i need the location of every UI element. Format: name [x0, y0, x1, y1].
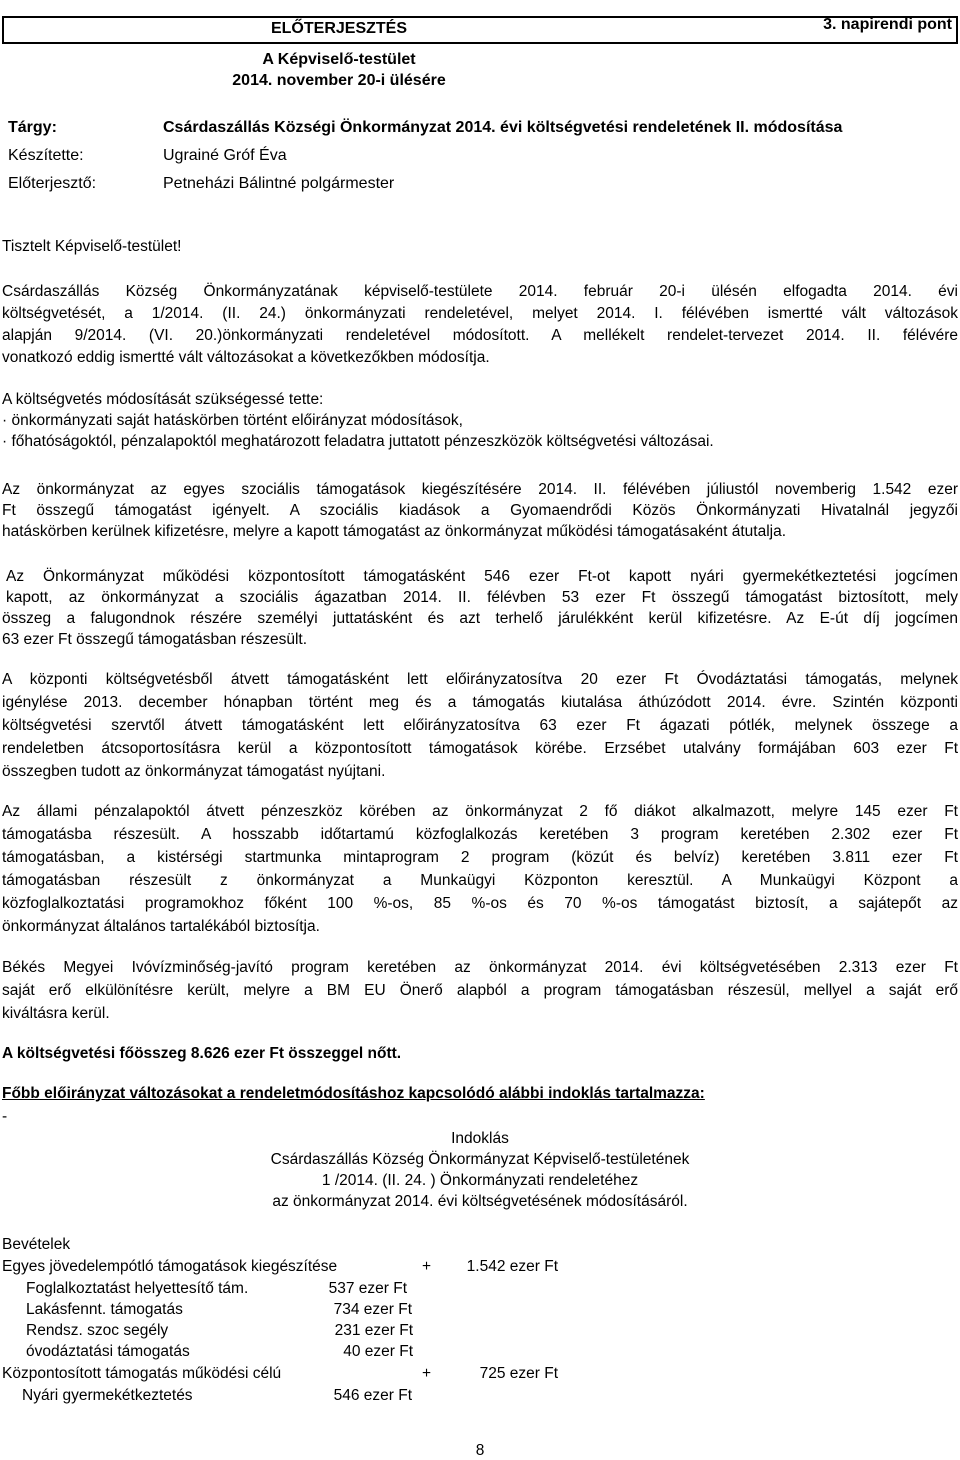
agenda-item-label: 3. napirendi pont [823, 16, 952, 33]
addressee: A Képviselő-testület [262, 51, 416, 68]
greeting: Tisztelt Képviselő-testület! [2, 238, 182, 255]
revenue-amount: 734 ezer Ft [333, 1301, 412, 1318]
paragraph-line: saját erő elkülönítésre került, melyre a BM EU Önerő alapból a program támogatásban részesül, mellyel a saját erő [2, 982, 958, 999]
submitter-label: Előterjesztő: [8, 175, 97, 192]
revenue-label: Nyári gyermekétkeztetés [22, 1387, 193, 1404]
revenue-row [0, 1320, 960, 1341]
revenue-sign: + [422, 1365, 432, 1382]
prepared-by-label: Készítette: [8, 147, 84, 164]
revenue-row [0, 1341, 960, 1362]
paragraph-line: összeg a falugondnok részére személyi juttatásként és azt terhelő járulékként kerül kifizetésre. Az E-út díj jogcímen [2, 610, 958, 627]
revenue-heading: Bevételek [2, 1236, 71, 1253]
paragraph-line: 63 ezer Ft összegű támogatásban részesült. [2, 631, 307, 648]
paragraph-line: támogatásba részesült. A hosszabb időtartamú közfoglalkozás keretében 3 program keretében 2.302 ezer Ft [2, 826, 958, 843]
revenue-amount: 231 ezer Ft [334, 1322, 413, 1339]
revenue-label: óvodáztatási támogatás [26, 1343, 190, 1360]
justification-title: Indoklás [451, 1130, 509, 1147]
paragraph-line: Az Önkormányzat működési központosított támogatásként 546 ezer Ft-ot kapott nyári gyermekétkeztetési jogcímen [6, 568, 958, 585]
justification-line: 1 /2014. (II. 24. ) Önkormányzati rendeletéhez [321, 1172, 639, 1189]
revenue-amount: 725 ezer Ft [479, 1365, 558, 1382]
paragraph-line: önkormányzat általános tartalékából biztosítja. [2, 918, 320, 935]
subject-label: Tárgy: [8, 119, 57, 136]
paragraph-line: Csárdaszállás Község Önkormányzatának képviselő-testülete 2014. február 20-i ülésén elfogadta 2014. évi [2, 283, 958, 300]
revenue-amount: 1.542 ezer Ft [466, 1258, 558, 1275]
section-heading: Főbb előirányzat változásokat a rendeletmódosításhoz kapcsolódó alábbi indoklás tartalmazza: [2, 1085, 705, 1102]
revenue-label: Egyes jövedelempótló támogatások kiegészítése [2, 1258, 338, 1275]
paragraph-line: Ft összegű támogatást igényelt. A szociális kiadások a Gyomaendrődi Közös Önkormányzati Hivatalnál jegyzői [2, 502, 958, 519]
revenue-amount: 537 ezer Ft [328, 1280, 407, 1297]
subject-value: Csárdaszállás Községi Önkormányzat 2014. évi költségvetési rendeletének II. módosítása [163, 119, 843, 136]
paragraph-line: összegben tudott az önkormányzat támogatást nyújtani. [2, 763, 386, 780]
paragraph-line: támogatásban, a kistérségi startmunka mintaprogram 2 program (közút és belvíz) keretében 3.811 ezer Ft [2, 849, 958, 866]
revenue-row [0, 1385, 960, 1406]
revenue-sign: + [422, 1258, 432, 1275]
revenue-row [0, 1299, 960, 1320]
paragraph-line: Az állami pénzalapoktól átvett pénzeszköz körében az önkormányzat 2 fő diákot alkalmazott, melyre 145 ezer Ft [2, 803, 958, 820]
revenue-amount: 546 ezer Ft [333, 1387, 412, 1404]
total-statement: A költségvetési főösszeg 8.626 ezer Ft összeggel nőtt. [2, 1045, 402, 1062]
meeting-date: 2014. november 20-i ülésére [232, 72, 446, 89]
paragraph-line: igénylése 2013. december hónapban történt meg és a támogatás kiutalása áthúzódott 2014. évre. Szintén központi [2, 694, 958, 711]
submitter-value: Petneházi Bálintné polgármester [163, 175, 395, 192]
paragraph-line: közfoglalkoztatási programokhoz főként 100 %-os, 85 %-os és 70 %-os támogatást biztosít, a sajátерőt az [2, 895, 958, 912]
revenue-label: Lakásfennt. támogatás [26, 1301, 183, 1318]
revenue-row [0, 1363, 960, 1384]
list-intro: A költségvetés módosítását szükségessé tette: [2, 391, 324, 408]
paragraph-line: rendeletben átcsoportosításra kerül a központosított támogatások körébe. Erzsébet utalvány formájában 603 ezer Ft [2, 740, 958, 757]
paragraph-line: alapján 9/2014. (VI. 20.)önkormányzati rendeletével módosított. A mellékelt rendelet-tervezet 2014. II. félévére [2, 327, 958, 344]
paragraph-line: Békés Megyei Ivóvízminőség-javító program keretében az önkormányzat 2014. évi költségvetésében 2.313 ezer Ft [2, 959, 958, 976]
paragraph-line: vonatkozó eddig ismertté vált változásokat a következőkben módosítja. [2, 349, 490, 366]
paragraph-line: hatáskörben kerülnek kifizetésre, melyre a kapott támogatást az önkormányzat működési támogatásaként átutalja. [2, 523, 787, 540]
list-item: · önkormányzati saját hatáskörben történt előirányzat módosítások, [2, 412, 463, 429]
revenue-label: Központosított támogatás működési célú [2, 1365, 282, 1382]
revenue-amount: 40 ezer Ft [343, 1343, 413, 1360]
document-title: ELŐTERJESZTÉS [270, 20, 408, 37]
paragraph-line: A központi költségvetésből átvett támogatásként lett előirányzatosítva 20 ezer Ft Óvodáztatási támogatás, melynek [2, 671, 958, 688]
revenue-row [0, 1278, 960, 1299]
paragraph-line: támogatásban részesült z önkormányzat a Munkaügyi Központon keresztül. A Munkaügyi Központ a [2, 872, 958, 889]
page-number: 8 [475, 1442, 485, 1459]
revenue-label: Foglalkoztatást helyettesítő tám. [26, 1280, 249, 1297]
list-item: · főhatóságoktól, pénzalapoktól meghatározott feladatra juttatott pénzeszközök költségvetési változásai. [2, 433, 714, 450]
paragraph-line: kiváltásra kerül. [2, 1005, 110, 1022]
revenue-label: Rendsz. szoc segély [26, 1322, 169, 1339]
prepared-by-value: Ugrainé Gróf Éva [163, 147, 287, 164]
paragraph-line: költségvetési szervtől átvett támogatásként lett előirányzatosítva 63 ezer Ft ágazati pótlék, melynek összege a [2, 717, 958, 734]
paragraph-line: kapott, az önkormányzat a szociális ágazatban 2014. II. félévben 53 ezer Ft összegű támogatást biztosított, mely [6, 589, 958, 606]
paragraph-line: Az önkormányzat az egyes szociális támogatások kiegészítésére 2014. II. félévében júliustól novemberig 1.542 ezer [2, 481, 958, 498]
justification-line: az önkormányzat 2014. évi költségvetésének módosításáról. [272, 1193, 688, 1210]
justification-line: Csárdaszállás Község Önkormányzat Képviselő-testületének [270, 1151, 690, 1168]
paragraph-line: költségvetését, a 1/2014. (II. 24.) önkormányzati rendeletével, melyet 2014. I. félévében ismertté vált változások [2, 305, 958, 322]
dash-marker: - [2, 1108, 8, 1125]
revenue-row [0, 1256, 960, 1277]
